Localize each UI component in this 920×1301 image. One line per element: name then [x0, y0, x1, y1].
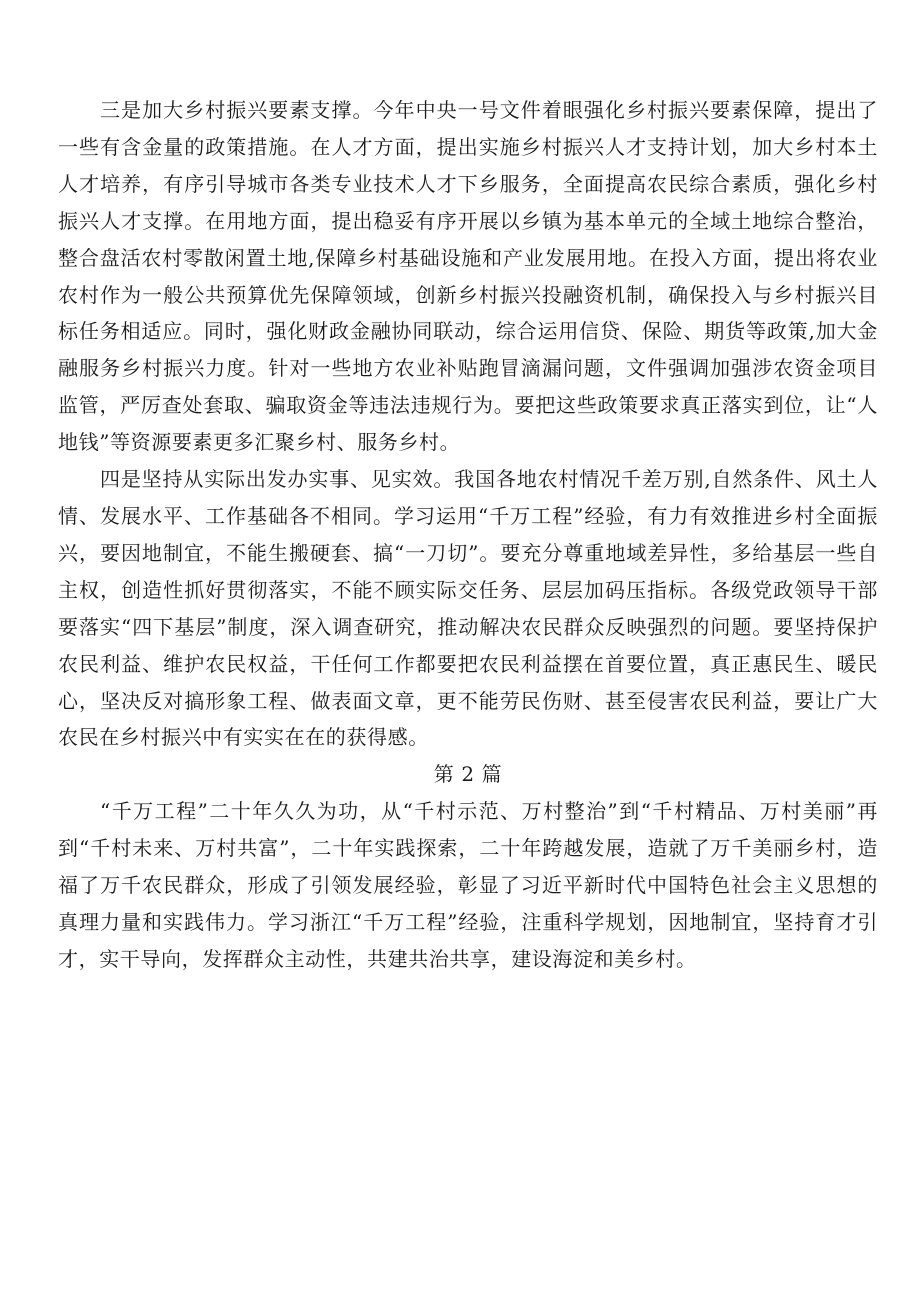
- paragraph-qianwan-project: “千万工程”二十年久久为功，从“千村示范、万村整治”到“千村精品、万村美丽”再到“千村未来、万村共富”，二十年实践探索，二十年跨越发展，造就了万千美丽乡村，造福了万千农民群众，形成了引领发展经验，彰显了习近平新时代中国特色社会主义思想的真理力量和实践伟力。学习浙江“千万工程”经验，注重科学规划，因地制宜，坚持育才引才，实干导向，发挥群众主动性，共建共治共享，建设海淀和美乡村。: [58, 799, 878, 971]
- paragraph-factor-support: 三是加大乡村振兴要素支撑。今年中央一号文件着眼强化乡村振兴要素保障，提出了一些有含金量的政策措施。在人才方面，提出实施乡村振兴人才支持计划，加大乡村本土人才培养，有序引导城市各类专业技术人才下乡服务，全面提高农民综合素质，强化乡村振兴人才支撑。在用地方面，提出稳妥有序开展以乡镇为基本单元的全域土地综合整治，整合盘活农村零散闲置土地,保障乡村基础设施和产业发展用地。在投入方面，提出将农业农村作为一般公共预算优先保障领域，创新乡村振兴投融资机制，确保投入与乡村振兴目标任务相适应。同时，强化财政金融协同联动，综合运用信贷、保险、期货等政策,加大金融服务乡村振兴力度。针对一些地方农业补贴跑冒滴漏问题，文件强调加强涉农资金项目监管，严厉查处套取、骗取资金等违法违规行为。要把这些政策要求真正落实到位，让“人地钱”等资源要素更多汇聚乡村、服务乡村。: [58, 98, 878, 455]
- document-body: [58, 92, 878, 978]
- paragraph-practical-results: 四是坚持从实际出发办实事、见实效。我国各地农村情况千差万别,自然条件、风土人情、发展水平、工作基础各不相同。学习运用“千万工程”经验，有力有效推进乡村全面振兴，要因地制宜，不能生搬硬套、搞“一刀切”。要充分尊重地域差异性，多给基层一些自主权，创造性抓好贯彻落实，不能不顾实际交任务、层层加码压指标。各级党政领导干部要落实“四下基层”制度，深入调查研究，推动解决农民群众反映强烈的问题。要坚持保护农民利益、维护农民权益，干任何工作都要把农民利益摆在首要位置，真正惠民生、暖民心，坚决反对搞形象工程、做表面文章，更不能劳民伤财、甚至侵害农民利益，要让广大农民在乡村振兴中有实实在在的获得感。: [58, 467, 878, 750]
- section-heading: 第 2 篇: [433, 762, 503, 787]
